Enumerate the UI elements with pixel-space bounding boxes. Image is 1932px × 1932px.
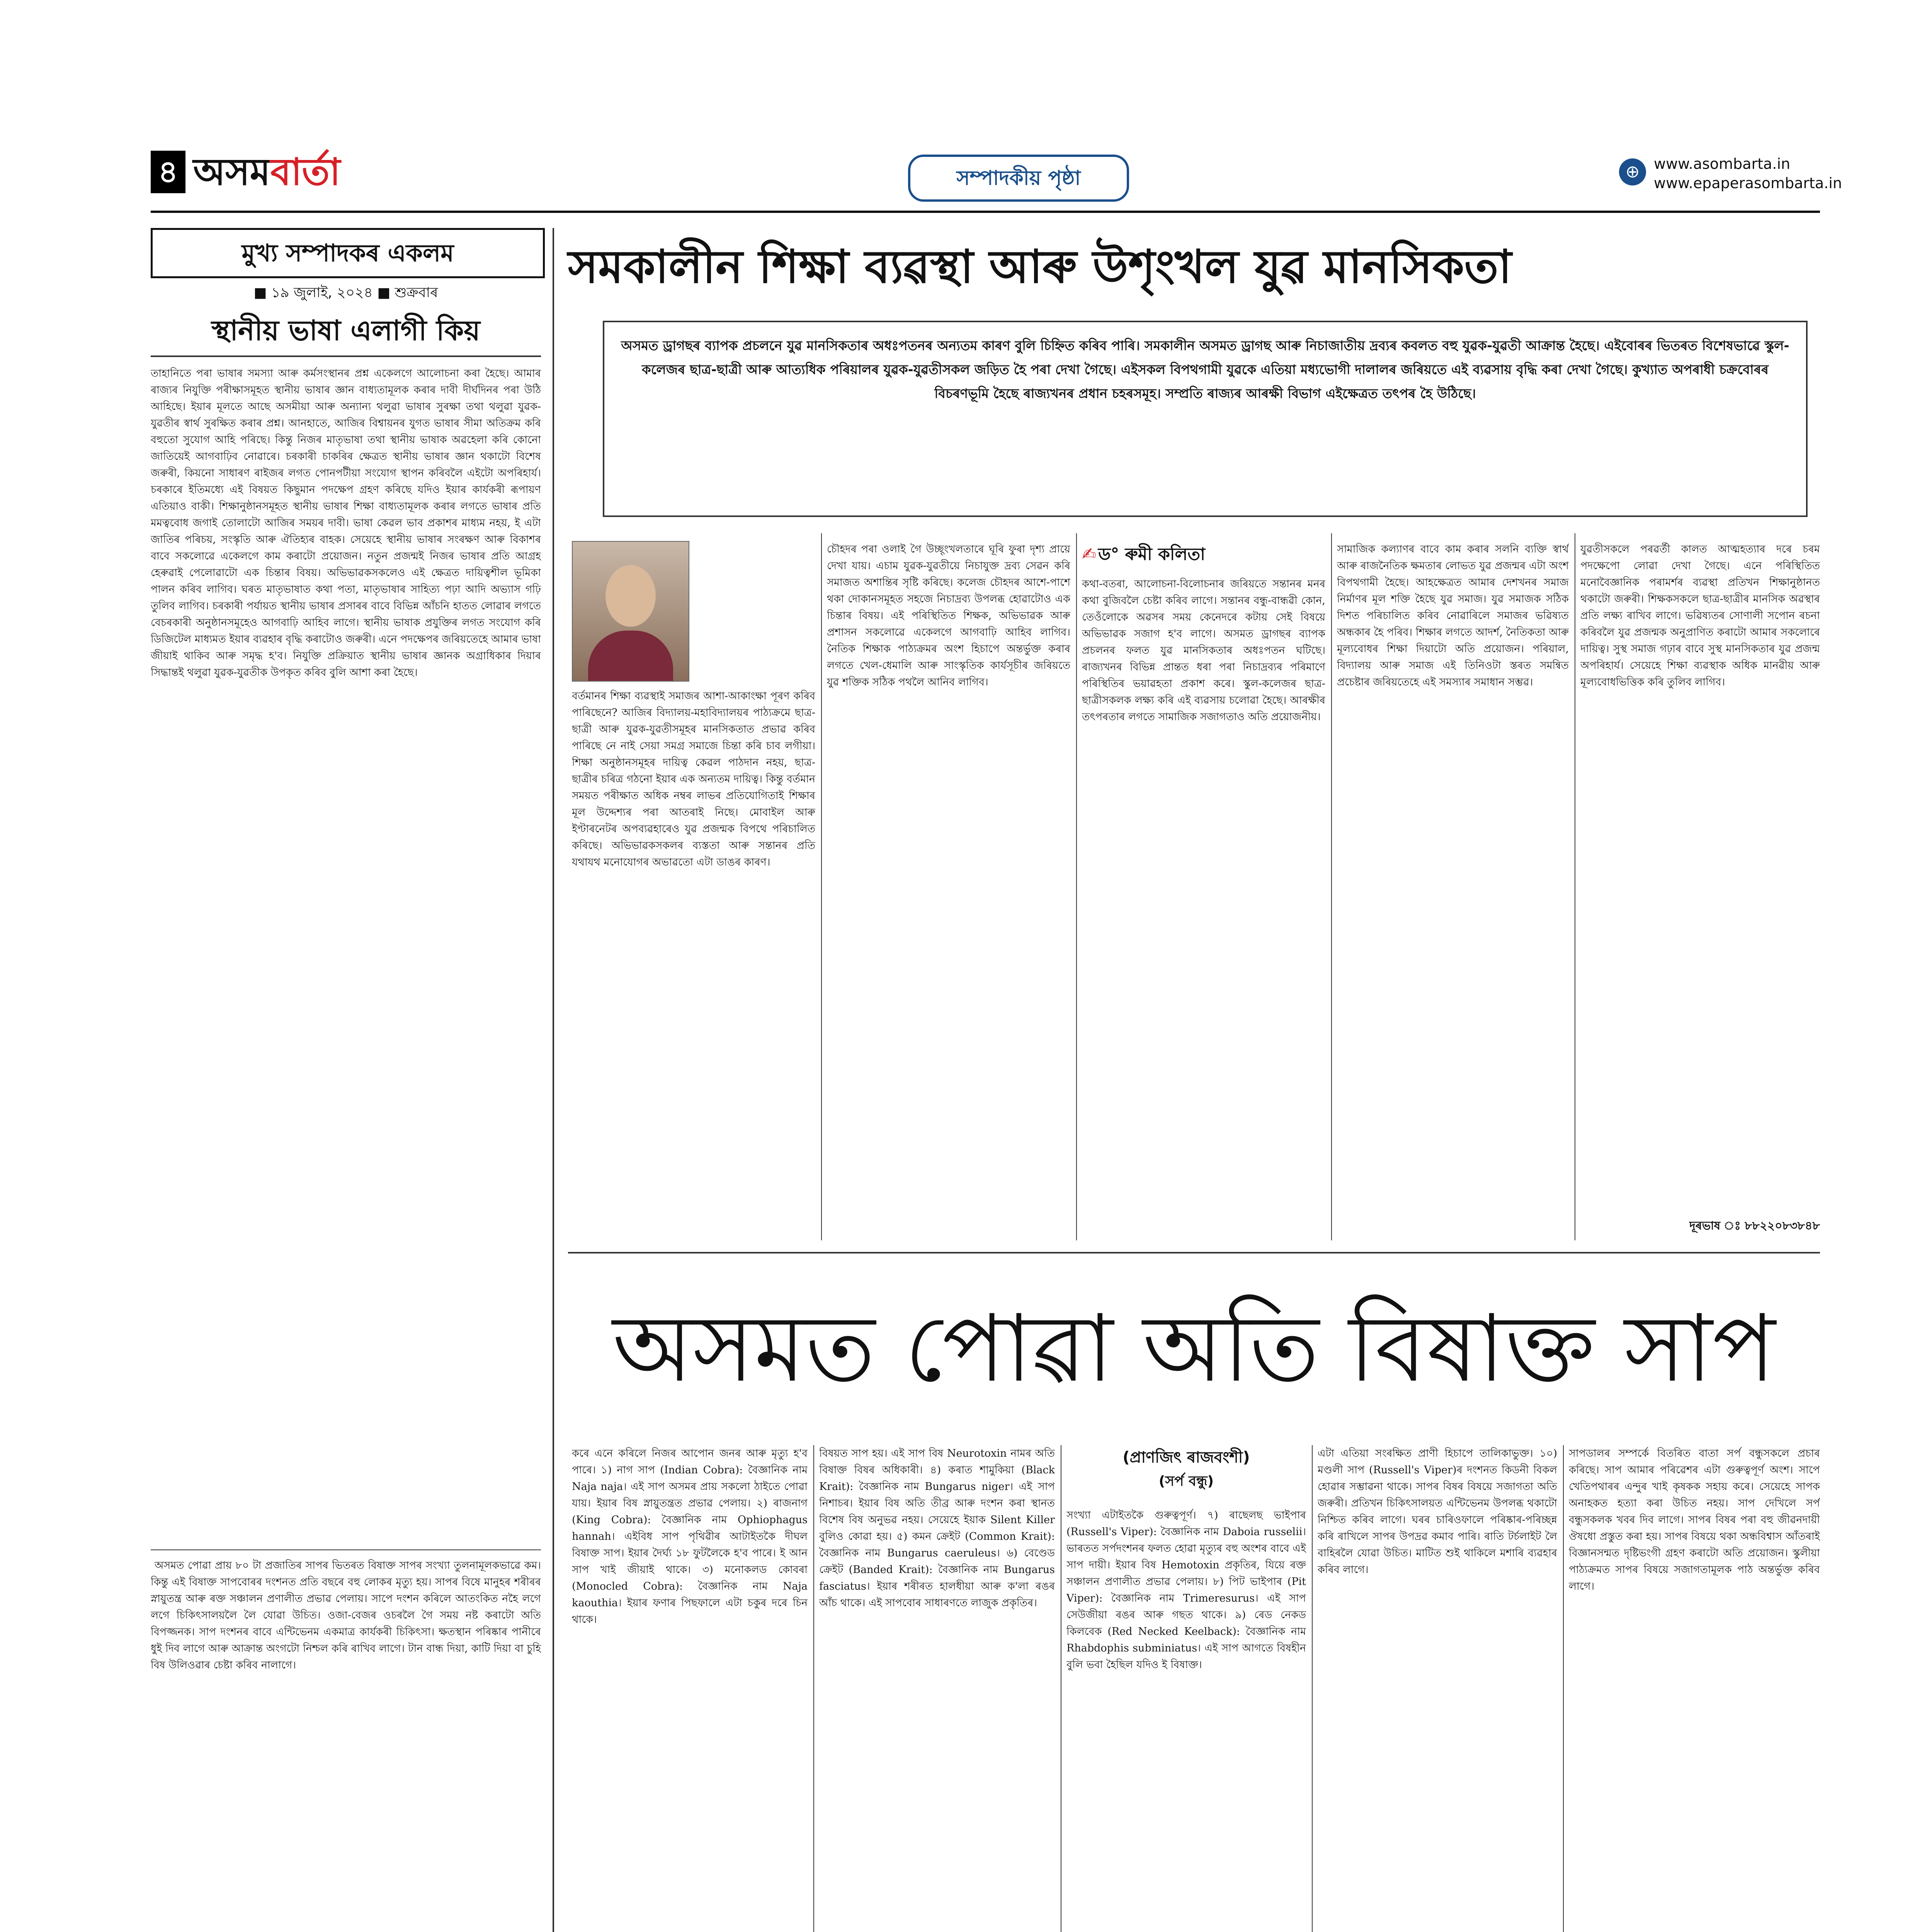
article1-headline: সমকালীন শিক্ষা ব্যৱস্থা আৰু উশৃংখল যুৱ মানসিকতা <box>568 240 1512 293</box>
article1-col5: যুৱতীসকলে পৰৱৰ্তী কালত আত্মহত্যাৰ দৰে চৰম পদক্ষেপো লোৱা দেখা গৈছে। এনে পৰিস্থিতিত মনোবৈজ্ঞানিক পৰামৰ্শৰ ব্যৱস্থা প্ৰতিখন শিক্ষানুষ্ঠানত থকাটো জৰুৰী। শিক্ষকসকলে ছাত্ৰ-ছাত্ৰীৰ মানসিক অৱস্থাৰ প্ৰতি লক্ষ্য ৰাখিব লাগে। ভৱিষ্যতৰ সোণালী সপোন ৰচনা কৰিবলৈ যুৱ প্ৰজন্মক অনুপ্ৰাণিত কৰাটো আমাৰ সকলোৰে দায়িত্ব। সুস্থ সমাজ গঢ়াৰ বাবে সুস্থ মানসিকতাৰ যুৱ প্ৰজন্ম অপৰিহাৰ্য। সেয়েহে শিক্ষা ব্যৱস্থাক অধিক মানৱীয় আৰু মূল্যবোধভিত্তিক কৰি তুলিব লাগিব। <box>1580 543 1820 688</box>
editorial-date: ■ ১৯ জুলাই, ২০২৪ ■ শুক্ৰবাৰ <box>253 285 438 301</box>
pen-icon: ✍ <box>1082 544 1096 564</box>
article1-col4: সামাজিক কল্যাণৰ বাবে কাম কৰাৰ সলনি ব্যক্তি স্বাৰ্থ আৰু ৰাজনৈতিক ক্ষমতাৰ লোভত যুৱ প্ৰজন্মৰ এটা অংশ বিপথগামী হৈছে। আহক্ষেত্ৰত আমাৰ দেশখনৰ সমাজ নিৰ্মাণৰ মূল শক্তি হৈছে যুৱ সমাজ। যুৱ সমাজক সঠিক দিশত পৰিচালিত কৰিব নোৱাৰিলে সমাজৰ ভৱিষ্যত অন্ধকাৰ হৈ পৰিব। শিক্ষাৰ লগতে আদৰ্শ, নৈতিকতা আৰু মূল্যবোধৰ শিক্ষা দিয়াটো অতি প্ৰয়োজন। পৰিয়াল, বিদ্যালয় আৰু সমাজ এই তিনিওটা স্তৰত সমন্বিত প্ৰচেষ্টাৰ জৰিয়তেহে এই সমস্যাৰ সমাধান সম্ভৱ। <box>1337 543 1569 688</box>
article2-col1-text: অসমত পোৱা প্ৰায় ৮০ টা প্ৰজাতিৰ সাপৰ ভিতৰত বিষাক্ত সাপৰ সংখ্যা তুলনামূলকভাৱে কম। কিন্তু এই বিষাক্ত সাপবোৰৰ দংশনত প্ৰতি বছৰে বহু লোকৰ মৃত্যু হয়। সাপৰ বিষে মানুহৰ শৰীৰৰ স্নায়ুতন্ত্ৰ আৰু ৰক্ত সঞ্চালন প্ৰণালীত প্ৰভাৱ পেলায়। সাপে দংশন কৰিলে আতংকিত নহৈ লগে লগে চিকিৎসালয়লৈ লৈ যোৱা উচিত। ওজা-বেজৰ ওচৰলৈ গৈ সময় নষ্ট কৰাটো অতি বিপজ্জনক। সাপ দংশনৰ বাবে এন্টিভেনম একমাত্ৰ কাৰ্যকৰী চিকিৎসা। ক্ষতস্থান পৰিষ্কাৰ পানীৰে ধুই দিব লাগে আৰু আক্ৰান্ত অংগটো নিশ্চল কৰি ৰাখিব লাগে। টান বান্ধ দিয়া, কাটি দিয়া বা চুহি বিষ উলিওৱাৰ চেষ্টা কৰিব নালাগে। <box>151 1560 541 1671</box>
article2-col3: বিষয়ত সাপ হয়। এই সাপ বিষ Neurotoxin নামৰ অতি বিষাক্ত বিষৰ অধিকাৰী। ৪) কৰাত শামুকিয়া (Black Krait): বৈজ্ঞানিক নাম Bungarus niger। এই সাপ নিশাচৰ। ইয়াৰ বিষ অতি তীব্ৰ আৰু দংশন কৰা স্থানত বিশেষ বিষ অনুভৱ নহয়। সেয়েহে ইয়াক Silent Killer বুলিও কোৱা হয়। ৫) কমন ক্ৰেইট (Common Krait): বৈজ্ঞানিক নাম Bungarus caeruleus। ৬) বেণ্ডেড ক্ৰেইট (Banded Krait): বৈজ্ঞানিক নাম Bungarus fasciatus। ইয়াৰ শৰীৰত হালধীয়া আৰু ক'লা ৰঙৰ আঁচ থাকে। এই সাপবোৰ সাধাৰণতে লাজুক প্ৰকৃতিৰ। <box>819 1447 1055 1609</box>
article1-intro: অসমত ড্ৰাগছৰ ব্যাপক প্ৰচলনে যুৱ মানসিকতাৰ অধঃপতনৰ অন্যতম কাৰণ বুলি চিহ্নিত কৰিব পাৰি। সমকালীন অসমত ড্ৰাগছ আৰু নিচাজাতীয় দ্ৰব্যৰ কবলত বহু যুৱক-যুৱতী আক্ৰান্ত হৈছে। এইবোৰৰ ভিতৰত বিশেষভাৱে স্কুল-কলেজৰ ছাত্ৰ-ছাত্ৰী আৰু আত্যধিক পৰিয়ালৰ যুৱক-যুৱতীসকল জড়িত হৈ পৰা দেখা গৈছে। এইসকল বিপথগামী যুৱকে এতিয়া মধ্যভোগী দালালৰ জৰিয়তে এই ব্যৱসায় বৃদ্ধি কৰা দেখা গৈছে। কুখ্যাত অপৰাধী চক্ৰবোৰৰ বিচৰণভূমি হৈছে ৰাজ্যখনৰ প্ৰধান চহৰসমূহ। সম্প্ৰতি ৰাজ্যৰ আৰক্ষী বিভাগ এইক্ষেত্ৰত তৎপৰ হৈ উঠিছে। <box>621 338 1789 401</box>
article1-col1: বৰ্তমানৰ শিক্ষা ব্যৱস্থাই সমাজৰ আশা-আকাংক্ষা পূৰণ কৰিব পাৰিছেনে? আজিৰ বিদ্যালয়-মহাবিদ্যালয়ৰ পাঠ্যক্ৰমে ছাত্ৰ-ছাত্ৰী আৰু যুৱক-যুৱতীসমূহৰ মানসিকতাত প্ৰভাৱ কৰিব পাৰিছে নে নাই সেয়া সমগ্ৰ সমাজে চিন্তা কৰি চাব লগীয়া। শিক্ষা অনুষ্ঠানসমূহৰ দায়িত্ব কেৱল পাঠদান নহয়, ছাত্ৰ-ছাত্ৰীৰ চৰিত্ৰ গঠনো ইয়াৰ এক অন্যতম দায়িত্ব। কিন্তু বৰ্তমান সময়ত পৰীক্ষাত অধিক নম্বৰ লাভৰ প্ৰতিযোগিতাই শিক্ষাৰ মূল উদ্দেশ্যৰ পৰা আতৰাই নিছে। মোবাইল আৰু ইণ্টাৰনেটৰ অপব্যৱহাৰেও যুৱ প্ৰজন্মক বিপথে পৰিচালিত কৰিছে। অভিভাৱকসকলৰ ব্যস্ততা আৰু সন্তানৰ প্ৰতি যথাযথ মনোযোগৰ অভাৱতো এটা ডাঙৰ কাৰণ। <box>572 690 815 868</box>
section-banner <box>908 155 1129 202</box>
editorial-headline-rule <box>151 355 541 357</box>
masthead <box>151 143 1842 205</box>
author-name: ড° ৰুমী কলিতা <box>1098 544 1206 564</box>
article2-divider-1 <box>813 1445 814 1932</box>
article1-divider-2 <box>1076 533 1077 1240</box>
editorial-body: তাহানিতে পৰা ভাষাৰ সমস্যা আৰু কৰ্মসংস্থানৰ প্ৰশ্ন একেলগে আলোচনা কৰা হৈছে। আমাৰ ৰাজ্যৰ নিযুক্তি পৰীক্ষাসমূহত স্থানীয় ভাষাৰ জ্ঞান বাধ্যতামূলক কৰাৰ দাবী দীৰ্ঘদিনৰ পৰা উঠি আহিছে। ইয়াৰ মূলতে আছে অসমীয়া আৰু অন্যান্য থলুৱা ভাষাৰ সুৰক্ষা তথা থলুৱা যুৱক-যুৱতীৰ স্বাৰ্থ সুৰক্ষিত কৰাৰ প্ৰশ্ন। আনহাতে, আজিৰ বিশ্বায়নৰ যুগত ভাষাৰ সীমা অতিক্ৰম কৰি বহুতো সুযোগ আহি পৰিছে। কিন্তু নিজৰ মাতৃভাষা তথা স্থানীয় ভাষাক অৱহেলা কৰি কোনো জাতিয়েই আগবাঢ়িব নোৱাৰে। চৰকাৰী চাকৰিৰ ক্ষেত্ৰত স্থানীয় ভাষাৰ জ্ঞান থকাটো বিশেষ জৰুৰী, কিয়নো সাধাৰণ ৰাইজৰ লগত পোনপটীয়া সংযোগ স্থাপন কৰিবলৈ এইটো অপৰিহাৰ্য। চৰকাৰে ইতিমধ্যে এই বিষয়ত কিছুমান পদক্ষেপ গ্ৰহণ কৰিছে যদিও ইয়াৰ কাৰ্যকৰী ৰূপায়ণ এতিয়াও বাকী। শিক্ষানুষ্ঠানসমূহত স্থানীয় ভাষাৰ শিক্ষা বাধ্যতামূলক কৰাৰ লগতে ভাষাৰ প্ৰতি মমত্ববোধ জগাই তোলাটো আজিৰ সময়ৰ দাবী। ভাষা কেৱল ভাব প্ৰকাশৰ মাধ্যম নহয়, ই এটা জাতিৰ পৰিচয়, সংস্কৃতি আৰু ঐতিহ্যৰ বাহক। সেয়েহে স্থানীয় ভাষাৰ সংৰক্ষণ আৰু বিকাশৰ বাবে সকলোৱে একেলগে কাম কৰাটো প্ৰয়োজন। নতুন প্ৰজন্মই নিজৰ ভাষাৰ প্ৰতি আগ্ৰহ হেৰুৱাই পেলোৱাটো এক চিন্তাৰ বিষয়। অভিভাৱকসকলেও এই ক্ষেত্ৰত দায়িত্বশীল ভূমিকা পালন কৰিব লাগিব। ঘৰত মাতৃভাষাত কথা পতা, মাতৃভাষাৰ সাহিত্য পঢ়া আদি অভ্যাস গঢ়ি তুলিব লাগিব। চৰকাৰী পৰ্যায়ত স্থানীয় ভাষাৰ প্ৰসাৰৰ বাবে বিভিন্ন আঁচনি হাতত লোৱাৰ লগতে বেচৰকাৰী অনুষ্ঠানসমূহেও আগবাঢ়ি আহিব লাগে। স্থানীয় ভাষাক প্ৰযুক্তিৰ লগত সংযোগ কৰি ডিজিটেল মাধ্যমত ইয়াৰ ব্যৱহাৰ বৃদ্ধি কৰাটোও জৰুৰী। এনে পদক্ষেপৰ জৰিয়তেহে আমাৰ ভাষা জীয়াই থাকিব আৰু সমৃদ্ধ হ'ব। নিযুক্তি প্ৰক্ৰিয়াত স্থানীয় ভাষাৰ জ্ঞানক অগ্ৰাধিকাৰ দিয়াৰ সিদ্ধান্তই থলুৱা যুৱক-যুৱতীক উপকৃত কৰিব বুলি আশা কৰা হৈছে। <box>151 367 541 679</box>
website-link[interactable]: www.asombarta.in <box>1654 155 1791 172</box>
header-rule <box>151 211 1820 213</box>
author-photo <box>572 541 689 682</box>
epaper-link[interactable]: www.epaperasombarta.in <box>1654 175 1842 192</box>
logo-left: অসম <box>193 150 270 194</box>
editorial-box-title: মুখ্য সম্পাদকৰ একলম <box>151 228 545 278</box>
left-column-divider <box>553 228 554 1932</box>
article1-contact: দূৰভাষ ঃ ৮৮২২০৮৩৮৪৮ <box>1689 1219 1820 1233</box>
article2-col5: এটা এতিয়া সংৰক্ষিত প্ৰাণী হিচাপে তালিকাভুক্ত। ১০) মণ্ডলী সাপ (Russell's Viper)ৰ দংশনত কিডনী বিকল হোৱাৰ সম্ভাৱনা থাকে। সাপৰ বিষৰ বিষয়ে সজাগতা অতি জৰুৰী। প্ৰতিখন চিকিৎসালয়ত এন্টিভেনম উপলব্ধ থকাটো নিশ্চিত কৰিব লাগে। ঘৰৰ চাৰিওফালে পৰিষ্কাৰ-পৰিচ্ছন্ন কৰি ৰাখিলে সাপৰ উপদ্ৰৱ কমাব পাৰি। ৰাতি টৰ্চলাইট লৈ বাহিৰলৈ যোৱা উচিত। মাটিত শুই থাকিলে মশাৰি ব্যৱহাৰ কৰিব লাগে। <box>1318 1447 1557 1576</box>
article2-col1 <box>151 1557 541 1932</box>
article1-divider-1 <box>821 533 822 1240</box>
article2-author-note: (সৰ্প বন্ধু) <box>1158 1473 1214 1489</box>
article1-divider-3 <box>1331 533 1332 1240</box>
article1-intro-box <box>603 321 1808 517</box>
article2-divider-3 <box>1312 1445 1313 1932</box>
article-separator <box>568 1252 1820 1253</box>
article2-col4: সংখ্যা এটাইতকৈ গুৰুত্বপূৰ্ণ। ৭) ৰাছেলছ ভাইপাৰ (Russell's Viper): বৈজ্ঞানিক নাম Daboia russelii। ভাৰতত সৰ্পদংশনৰ ফলত হোৱা মৃত্যুৰ বহু অংশৰ বাবে এই সাপ দায়ী। ইয়াৰ বিষ Hemotoxin প্ৰকৃতিৰ, যিয়ে ৰক্ত সঞ্চালন প্ৰণালীত প্ৰভাৱ পেলায়। ৮) পিট ভাইপাৰ (Pit Viper): বৈজ্ঞানিক নাম Trimeresurus। এই সাপ সেউজীয়া ৰঙৰ আৰু গছত থাকে। ৯) ৰেড নেকড কিলবেক (Red Necked Keelback): বৈজ্ঞানিক নাম Rhabdophis subminiatus। এই সাপ আগতে বিষহীন বুলি ভবা হৈছিল যদিও ই বিষাক্ত। <box>1066 1509 1306 1671</box>
editorial-bottom-rule <box>151 1549 541 1550</box>
article2-headline: অসমত পোৱা অতি বিষাক্ত সাপ <box>612 1294 1776 1403</box>
editorial-headline: স্থানীয় ভাষা এলাগী কিয় <box>211 314 480 347</box>
article1-col3: কথা-বতৰা, আলোচনা-বিলোচনাৰ জৰিয়তে সন্তানৰ মনৰ কথা বুজিবলৈ চেষ্টা কৰিব লাগে। সন্তানৰ বন্ধু-বান্ধৱী কোন, তেওঁলোকে অৱসৰ সময় কেনেদৰে কটায় সেই বিষয়ে অভিভাৱক সজাগ হ'ব লাগে। অসমত ড্ৰাগছৰ ব্যাপক প্ৰচলনৰ ফলত যুৱ মানসিকতাৰ অধঃপতন ঘটিছে। ৰাজ্যখনৰ বিভিন্ন প্ৰান্তত ধৰা পৰা নিচাদ্ৰব্যৰ পৰিমাণে পৰিস্থিতিৰ ভয়াৱহতা প্ৰকাশ কৰে। স্কুল-কলেজৰ ছাত্ৰ-ছাত্ৰীসকলক লক্ষ্য কৰি এই ব্যৱসায় চলোৱা হৈছে। আৰক্ষীৰ তৎপৰতাৰ লগতে সামাজিক সজাগতাও অতি প্ৰয়োজনীয়। <box>1082 578 1325 723</box>
logo-right: বাৰ্তা <box>270 150 341 194</box>
author-photo-body <box>588 631 673 681</box>
page-number: ৪ <box>151 151 185 193</box>
globe-icon: ⊕ <box>1619 158 1646 185</box>
author-photo-face <box>605 565 656 627</box>
article2-author: (প্ৰাণজিৎ ৰাজবংশী) <box>1122 1449 1250 1466</box>
logo <box>193 147 340 197</box>
article1-col2: চৌহদৰ পৰা ওলাই গৈ উচ্ছৃংখলতাৰে ঘূৰি ফুৰা দৃশ্য প্ৰায়ে দেখা যায়। এচাম যুৱক-যুৱতীয়ে নিচাযুক্ত দ্ৰব্য সেৱন কৰি সমাজত অশান্তিৰ সৃষ্টি কৰিছে। কলেজ চৌহদৰ আশে-পাশে থকা দোকানসমূহত সহজে নিচাদ্ৰব্য উপলব্ধ হোৱাটোও এক চিন্তাৰ বিষয়। এই পৰিস্থিতিত শিক্ষক, অভিভাৱক আৰু প্ৰশাসন সকলোৱে একেলগে আগবাঢ়ি আহিব লাগিব। নৈতিক শিক্ষাক পাঠ্যক্ৰমৰ অংশ হিচাপে অন্তৰ্ভুক্ত কৰাৰ লগতে খেল-ধেমালি আৰু সাংস্কৃতিক কাৰ্যসূচীৰ জৰিয়তে যুৱ শক্তিক সঠিক পথলৈ আনিব লাগিব। <box>827 543 1070 688</box>
article2-byline <box>1066 1445 1306 1493</box>
article2-col6: সাপডালৰ সম্পৰ্কে বিতৰিত বাতা সৰ্প বন্ধুসকলে প্ৰচাৰ কৰিছে। সাপ আমাৰ পৰিৱেশৰ এটা গুৰুত্বপূৰ্ণ অংশ। সাপে খেতিপথাৰৰ এন্দুৰ খাই কৃষকক সহায় কৰে। সেয়েহে সাপক অনাহকত হত্যা কৰা উচিত নহয়। সাপ দেখিলে সৰ্প বন্ধুসকলক খবৰ দিব লাগে। সাপৰ বিষৰ পৰা বহু জীৱনদায়ী ঔষধো প্ৰস্তুত কৰা হয়। সাপৰ বিষয়ে থকা অন্ধবিশ্বাস আঁতৰাই বিজ্ঞানসন্মত দৃষ্টিভংগী গ্ৰহণ কৰাটো অতি প্ৰয়োজন। স্কুলীয়া পাঠ্যক্ৰমত সাপৰ বিষয়ে সজাগতামূলক পাঠ অন্তৰ্ভুক্ত কৰিব লাগে। <box>1569 1447 1820 1592</box>
author-byline <box>1082 541 1325 568</box>
article2-col2: কৰে এনে কৰিলে নিজৰ আপোন জনৰ আৰু মৃত্যু হ'ব পাৰে। ১) নাগ সাপ (Indian Cobra): বৈজ্ঞানিক নাম Naja naja। এই সাপ অসমৰ প্ৰায় সকলো ঠাইতে পোৱা যায়। ইয়াৰ বিষ স্নায়ুতন্ত্ৰত প্ৰভাৱ পেলায়। ২) ৰাজনাগ (King Cobra): বৈজ্ঞানিক নাম Ophiophagus hannah। এইবিধ সাপ পৃথিৱীৰ আটাইতকৈ দীঘল বিষাক্ত সাপ। ইয়াৰ দৈৰ্ঘ্য ১৮ ফুটলৈকে হ'ব পাৰে। ই আন সাপ খাই জীয়াই থাকে। ৩) মনোকলড কোবৰা (Monocled Cobra): বৈজ্ঞানিক নাম Naja kaouthia। ইয়াৰ ফণাৰ পিছফালে এটা চকুৰ দৰে চিন থাকে। <box>572 1447 808 1626</box>
article2-divider-4 <box>1563 1445 1564 1932</box>
section-label: সম্পাদকীয় পৃষ্ঠা <box>956 167 1081 190</box>
